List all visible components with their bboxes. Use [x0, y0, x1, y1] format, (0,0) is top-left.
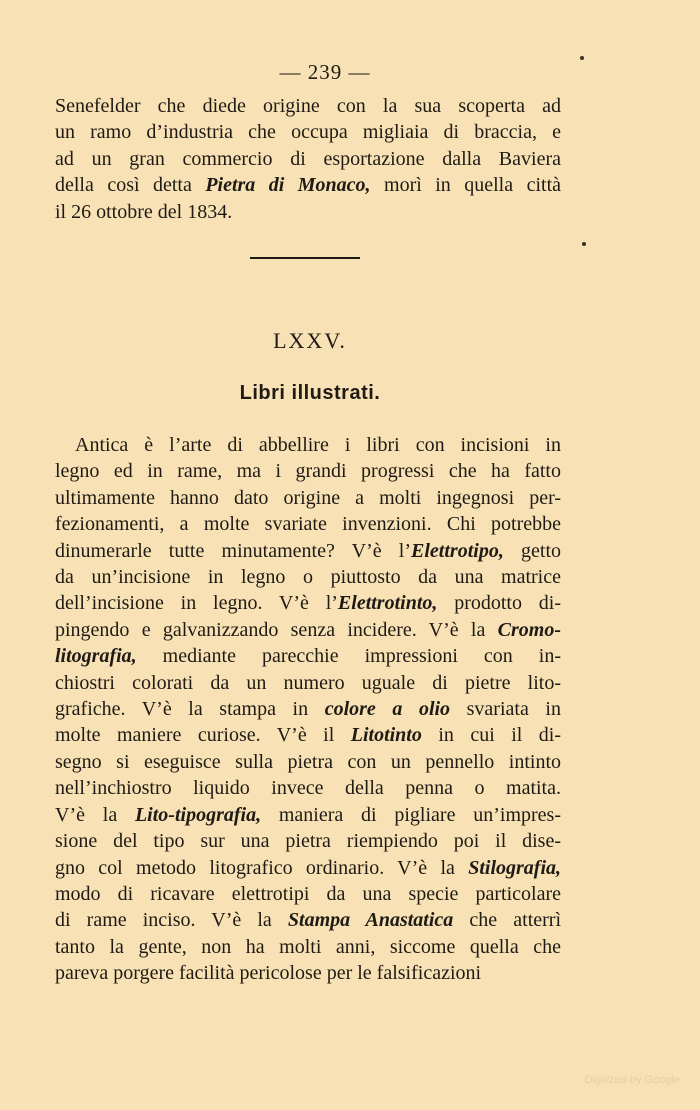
text-line: gno col metodo litografico ordinario. V’è la Stilografia, — [55, 856, 561, 879]
text-line: V’è la Lito-tipografia, maniera di pigliare un’impres- — [55, 803, 561, 826]
text-line: il 26 ottobre del 1834. — [55, 200, 233, 223]
text-line: modo di ricavare elettrotipi da una specie particolare — [55, 882, 561, 905]
section-divider — [250, 257, 360, 259]
text-line: pingendo e galvanizzando senza incidere. V’è la Cromo- — [55, 618, 561, 641]
italic-term: Litotinto — [350, 724, 422, 747]
text-line: ultimamente hanno dato origine a molti ingegnosi per- — [55, 486, 561, 509]
text-line: un ramo d’industria che occupa migliaia di braccia, e — [55, 121, 561, 144]
text-line: ad un gran commercio di esportazione dalla Baviera — [55, 147, 561, 170]
paper-speck — [580, 56, 584, 60]
text-line: Senefelder che diede origine con la sua scoperta ad — [55, 95, 561, 117]
text-line: litografia, mediante parecchie impressioni con in- — [55, 645, 561, 668]
italic-term: Stilografia, — [468, 856, 561, 879]
text-line: grafiche. V’è la stampa in colore a olio svariata in — [55, 698, 561, 721]
italic-term: litografia, — [55, 645, 137, 668]
text-line: legno ed in rame, ma i grandi progressi che ha fatto — [55, 460, 561, 483]
paper-speck — [582, 242, 586, 246]
italic-term: Elettrotipo, — [411, 539, 504, 562]
chapter-number: LXXV. — [273, 328, 347, 353]
text-line: chiostri colorati da un numero uguale di pietre lito- — [55, 671, 561, 694]
text-line: da un’incisione in legno o piuttosto da una matrice — [55, 566, 561, 589]
italic-term: Elettrotinto, — [337, 592, 438, 615]
text-line: dinumerarle tutte minutamente? V’è l’Elettrotipo, getto — [55, 539, 561, 562]
intro-paragraph — [55, 93, 561, 225]
page-number: — 239 — — [279, 60, 371, 84]
text-line: nell’inchiostro liquido invece della penna o matita. — [55, 777, 561, 800]
italic-term: colore a olio — [324, 698, 451, 721]
text-line: pareva porgere facilità pericolose per le falsificazioni — [55, 962, 482, 985]
section-title: Libri illustrati. — [239, 382, 381, 404]
text-line: della così detta Pietra di Monaco, morì in quella città — [55, 174, 561, 197]
text-line: segno si eseguisce sulla pietra con un pennello intinto — [55, 750, 561, 773]
italic-term: Lito-tipografia, — [134, 803, 262, 826]
text-line: molte maniere curiose. V’è il Litotinto in cui il di- — [55, 724, 562, 747]
text-line: Antica è l’arte di abbellire i libri con incisioni in — [75, 434, 561, 456]
watermark: Digitized by Google — [584, 1074, 680, 1086]
text-line: fezionamenti, a molte svariate invenzioni. Chi potrebbe — [55, 513, 561, 536]
text-line: dell’incisione in legno. V’è l’Elettrotinto, prodotto di- — [55, 592, 561, 615]
text-line: sione del tipo sur una pietra riempiendo poi il dise- — [55, 830, 561, 853]
italic-term: Cromo- — [497, 618, 561, 641]
italic-term: Pietra di Monaco, — [205, 174, 371, 197]
body-paragraph — [55, 432, 561, 987]
text-line: di rame inciso. V’è la Stampa Anastatica che atterrì — [55, 909, 562, 932]
italic-term: Stampa Anastatica — [287, 909, 454, 932]
text-line: tanto la gente, non ha molti anni, siccome quella che — [55, 935, 561, 958]
